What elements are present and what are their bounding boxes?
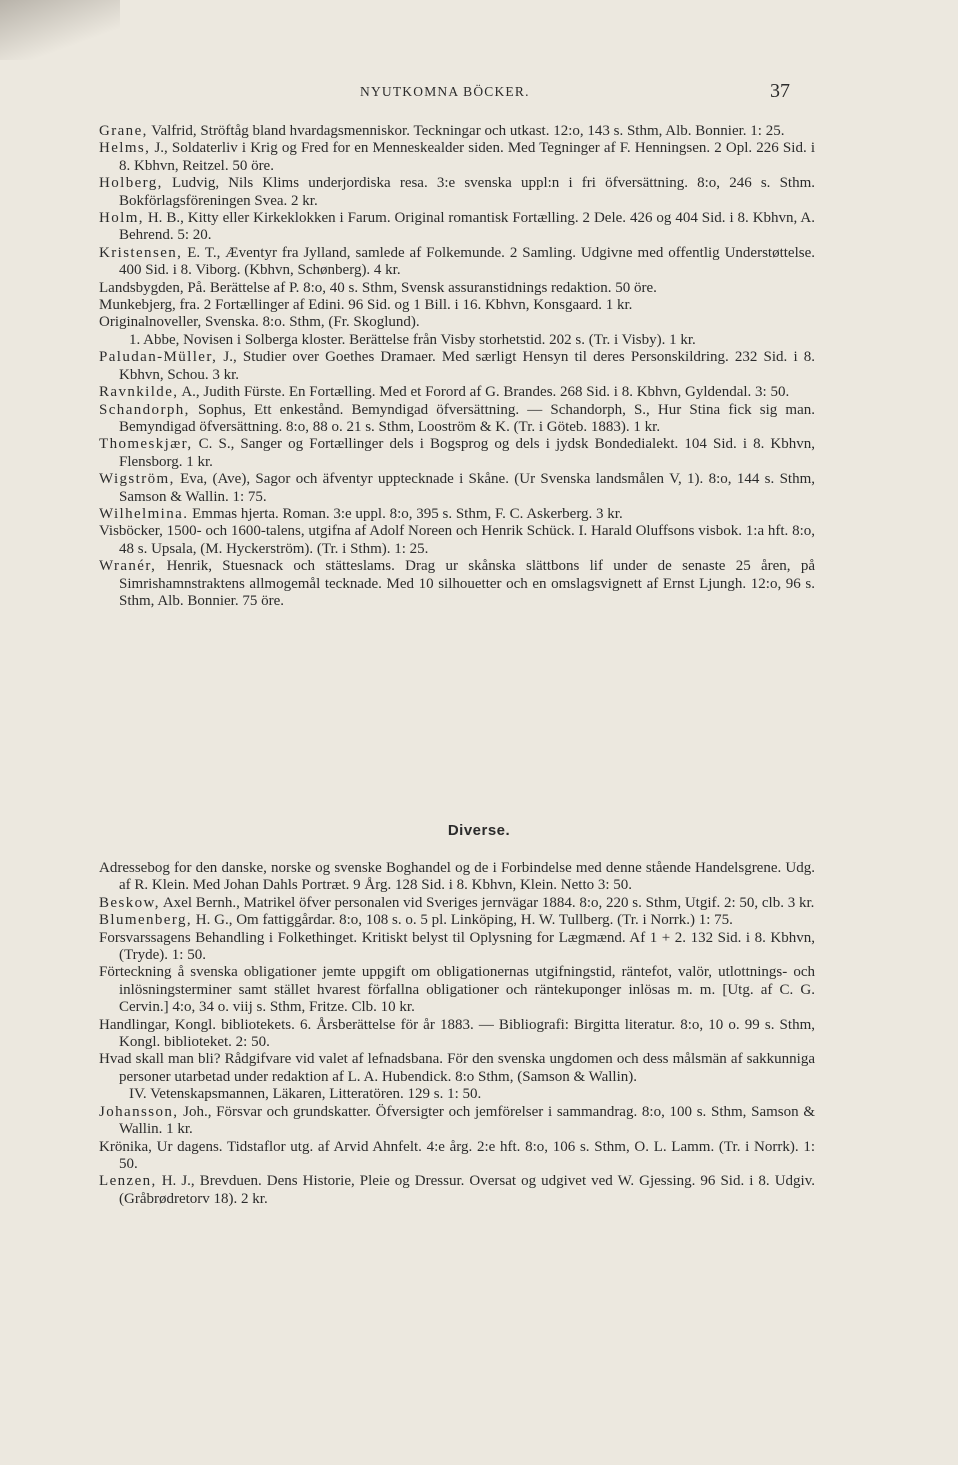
bibliography-entry [99, 175, 815, 210]
entry-text: Eva, (Ave), Sagor och äfventyr upptecknade i Skåne. (Ur Svenska landsmålen V, 1). 8:o, 144 s. Sthm, Samson & Wallin. 1: 75. [119, 471, 815, 505]
entry-text: Ludvig, Nils Klims underjordiska resa. 3:e svenska uppl:n i fri öfversättning. 8:o, 246 s. Sthm. Bokförlagsföreningen Svea. 2 kr. [119, 175, 815, 209]
entry-text: Joh., Försvar och grundskatter. Öfversigter och jemförelser i sammandrag. 8:o, 100 s. Sthm, Samson & Wallin. 1 kr. [119, 1103, 815, 1138]
entry-text: Handlingar, Kongl. bibliotekets. 6. Årsberättelse för år 1883. — Bibliografi: Birgitta literatur. 8:o, 10 o. 99 s. Sthm, Kongl. biblioteket. 2: 50. [99, 1016, 815, 1051]
section-title-diverse: Diverse. [447, 822, 511, 839]
running-head [0, 80, 958, 104]
bibliography-entry [99, 297, 815, 314]
bibliography-entry [99, 384, 815, 401]
entry-author: Grane, [99, 123, 148, 139]
bibliography-entry [99, 860, 815, 895]
entry-text: Visböcker, 1500- och 1600-talens, utgifna af Adolf Noreen och Henrik Schück. I. Harald Oluffsons visbok. 1:a hft. 8:o, 48 s. Upsala, (M. Hyckerström). (Tr. i Sthm). 1: 25. [99, 523, 815, 557]
entry-text: Henrik, Stuesnack och stätteslams. Drag ur skånska slättbons lif under de senaste 25 åren, på Simrishamnstraktens allmogemål tecknade. Med 10 silhouetter och en omslagsvignett af Ernst Ljungh. 12:o, 96 s. Sthm, Alb. Bonnier. 75 öre. [119, 558, 815, 609]
entry-author: Wranér, [99, 558, 157, 575]
page-number: 37 [770, 80, 790, 102]
bibliography-entry [99, 280, 815, 297]
page-corner-shading [0, 0, 120, 60]
bibliography-entry [99, 964, 815, 1016]
bibliography-entry [99, 349, 815, 384]
bibliography-entry [99, 1173, 815, 1208]
entry-text: Originalnoveller, Svenska. 8:o. Sthm, (Fr. Skoglund). [99, 314, 420, 331]
bibliography-entry [99, 210, 815, 245]
bibliography-entry [99, 1104, 815, 1139]
entry-author: Blumenberg, [99, 912, 193, 929]
bibliography-entry [99, 471, 815, 506]
entry-text: Munkebjerg, fra. 2 Fortællinger af Edini. 96 Sid. og 1 Bill. i 16. Kbhvn, Konsgaard. 1 kr. [99, 297, 633, 314]
bibliography-entry [99, 402, 815, 437]
entry-author: Wigström, [99, 471, 175, 488]
bibliography-entry [99, 1051, 815, 1086]
entry-text: Forsvarssagens Behandling i Folkethinget. Kritiskt belyst til Oplysning for Lægmænd. Af 1 + 2. 132 Sid. i 8. Kbhvn, (Tryde). 1: 50. [99, 929, 815, 964]
entry-text: J., Studier over Goethes Dramaer. Med særligt Hensyn til deres Personskildring. 232 Sid. i 8. Kbhvn, Schou. 3 kr. [119, 349, 815, 383]
entry-author: Ravnkilde, [99, 384, 179, 401]
entry-text: Krönika, Ur dagens. Tidstaflor utg. af Arvid Ahnfelt. 4:e årg. 2:e hft. 8:o, 106 s. Sthm, O. L. Lamm. (Tr. i Norrk). 1: 50. [99, 1138, 815, 1172]
entry-author: Wilhelmina. [99, 505, 189, 522]
entry-author: Beskow, [99, 894, 160, 911]
entry-text: Valfrid, Ströftåg bland hvardagsmenniskor. Teckningar och utkast. 12:o, 143 s. Sthm, Alb. Bonnier. 1: 25. [147, 123, 785, 139]
entry-text: Axel Bernh., Matrikel öfver personalen vid Sveriges jernvägar 1884. 8:o, 220 s. Sthm, Utgif. 2: 50, clb. 3 kr. [159, 894, 815, 911]
bibliography-entry [99, 1017, 815, 1052]
book-listing [99, 123, 815, 610]
entry-text: Hvad skall man bli? Rådgifvare vid valet af lefnadsbana. För den svenska ungdomen och dess målsmän af sakkunniga personer utarbetad under redaktion af L. A. Hubendick. 8:o Sthm, (Samson & Wallin). [99, 1051, 815, 1085]
entry-text: E. T., Æventyr fra Jylland, samlede af Folkemunde. 2 Samling. Udgivne med offentlig Understøttelse. 400 Sid. i 8. Viborg. (Kbhvn, Schønberg). 4 kr. [119, 244, 815, 279]
running-title: NYUTKOMNA BÖCKER. [360, 84, 530, 99]
entry-text: Adressebog for den danske, norske og svenske Boghandel og de i Forbindelse med denne stående Handelsgrene. Udg. af R. Klein. Med Johan Dahls Portræt. 9 Årg. 128 Sid. i 8. Kbhvn, Klein. Netto 3: 50. [99, 860, 815, 894]
bibliography-entry [99, 506, 815, 523]
entry-text: Emmas hjerta. Roman. 3:e uppl. 8:o, 395 s. Sthm, F. C. Askerberg. 3 kr. [188, 505, 623, 522]
bibliography-entry [99, 1086, 815, 1103]
entry-author: Holberg, [99, 175, 163, 192]
entry-author: Helms, [99, 140, 151, 157]
entry-author: Schandorph, [99, 401, 190, 418]
entry-text: A., Judith Fürste. En Fortælling. Med et Forord af G. Brandes. 268 Sid. i 8. Kbhvn, Gyldendal. 3: 50. [178, 384, 790, 401]
bibliography-entry [99, 314, 815, 331]
bibliography-entry [99, 1139, 815, 1174]
entry-text: H. G., Om fattiggårdar. 8:o, 108 s. o. 5 pl. Linköping, H. W. Tullberg. (Tr. i Norrk.) 1: 75. [192, 912, 733, 929]
bibliography-entry [99, 140, 815, 175]
diverse-listing [99, 860, 815, 1208]
entry-text: H. J., Brevduen. Dens Historie, Pleie og Dressur. Oversat og udgivet ved W. Gjessing. 96 Sid. i 8. Udgiv. (Gråbrødretorv 18). 2 kr. [119, 1173, 815, 1207]
bibliography-entry [99, 123, 815, 140]
entry-text: Landsbygden, På. Berättelse af P. 8:o, 40 s. Sthm, Svensk assuranstidnings redaktion. 50 öre. [99, 279, 657, 296]
entry-text: H. B., Kitty eller Kirkeklokken i Farum. Original romantisk Fortælling. 2 Dele. 426 og 404 Sid. i 8. Kbhvn, A. Behrend. 5: 20. [119, 210, 815, 244]
entry-author: Kristensen, [99, 244, 183, 261]
entry-author: Lenzen, [99, 1173, 157, 1190]
bibliography-entry [99, 912, 815, 929]
entry-text: C. S., Sanger og Fortællinger dels i Bogsprog og dels i jydsk Bondedialekt. 104 Sid. i 8. Kbhvn, Flensborg. 1 kr. [119, 436, 815, 470]
bibliography-entry [99, 558, 815, 610]
entry-text: Sophus, Ett enkestånd. Bemyndigad öfversättning. — Schandorph, S., Hur Stina fick sig man. Bemyndigad öfversättning. 8:o, 88 o. 21 s. Sthm, Looström & K. (Tr. i Göteb. 1883). 1 kr. [119, 401, 815, 435]
entry-author: Paludan-Müller, [99, 349, 218, 366]
entry-text: J., Soldaterliv i Krig og Fred for en Menneskealder siden. Med Tegninger af F. Henningsen. 2 Opl. 226 Sid. i 8. Kbhvn, Reitzel. 50 öre. [119, 140, 815, 174]
entry-author: Thomeskjær, [99, 436, 193, 453]
entry-author: Holm, [99, 210, 144, 227]
entry-text: 1. Abbe, Novisen i Solberga kloster. Berättelse från Visby storhetstid. 202 s. (Tr. i Visby). 1 kr. [129, 331, 696, 348]
bibliography-entry [99, 930, 815, 965]
bibliography-entry [99, 245, 815, 280]
bibliography-entry [99, 436, 815, 471]
entry-author: Johansson, [99, 1103, 179, 1120]
bibliography-entry [99, 523, 815, 558]
bibliography-entry [99, 895, 815, 912]
entry-text: Förteckning å svenska obligationer jemte uppgift om obligationernas utgifningstid, räntefot, valör, utlottnings- och inlösningsterminer samt stället hvarest förfallna obligationer och räntekuponger inlösas m. m. [Utg. af C. G. Cervin.] 4:o, 34 o. viij s. Sthm, Fritze. Clb. 10 kr. [99, 964, 815, 1016]
entry-text: IV. Vetenskapsmannen, Läkaren, Litteratören. 129 s. 1: 50. [129, 1086, 482, 1103]
bibliography-entry [99, 332, 815, 349]
